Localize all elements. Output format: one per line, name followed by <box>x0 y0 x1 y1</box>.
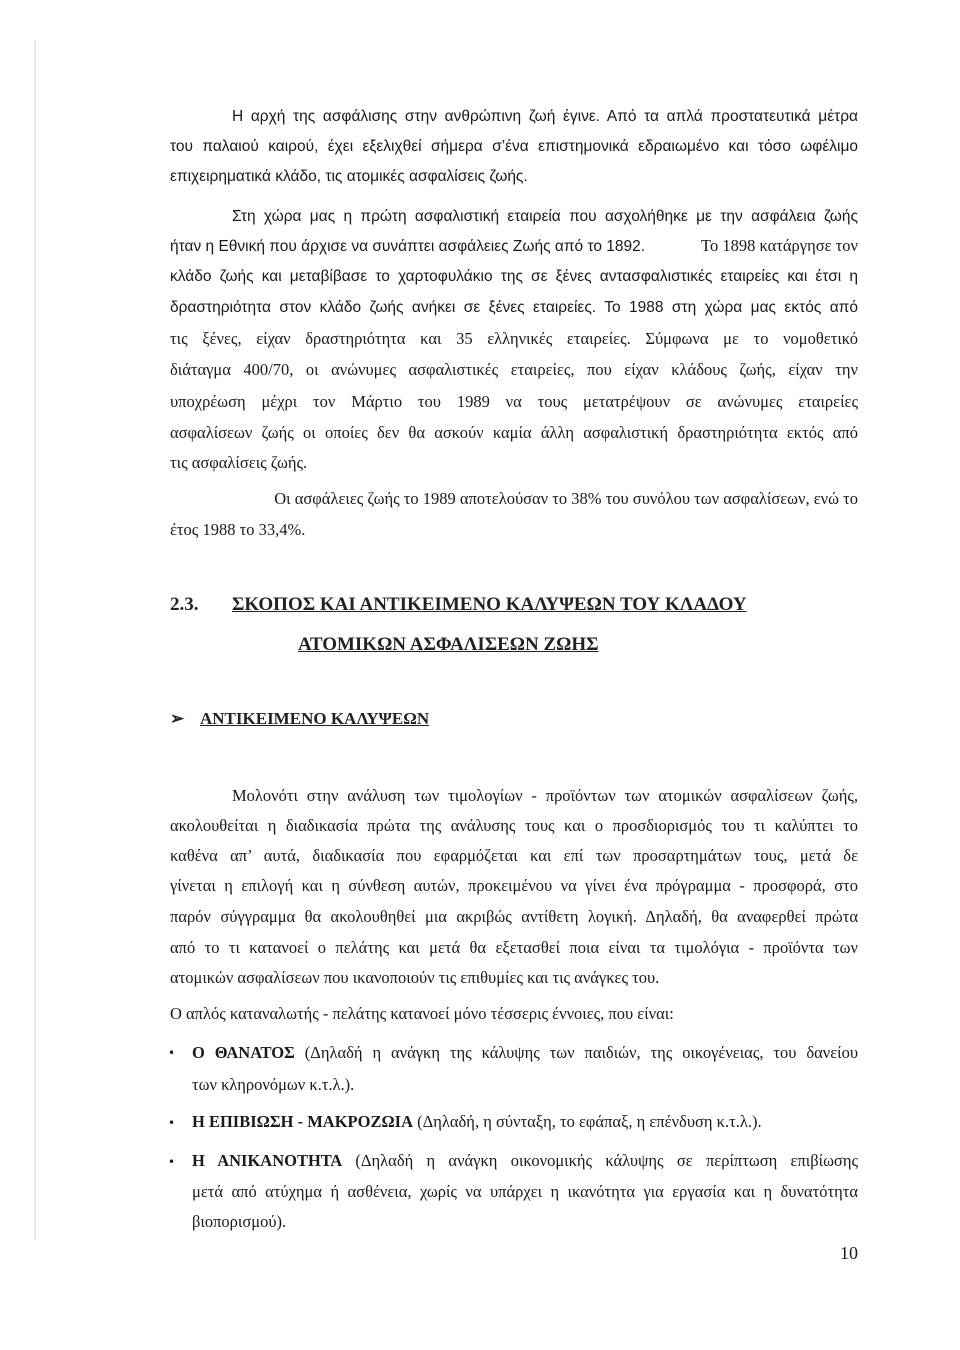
p4-line-5: παρόν σύγγραμμα θα ακολουθηθεί μια ακριβώς αντίθετη λογική. Δηλαδή, θα αναφερθεί πρώτα <box>170 907 858 926</box>
p2-line-7: υποχρέωση μέχρι τον Μάρτιο του 1989 να τους μετατρέψουν σε ανώνυμες εταιρείες <box>170 392 858 411</box>
scan-edge-shadow <box>34 40 37 1240</box>
bullet-3-icon: • <box>168 1155 176 1169</box>
section-title-line-2: ΑΤΟΜΙΚΩΝ ΑΣΦΑΛΙΣΕΩΝ ΖΩΗΣ <box>298 634 599 655</box>
bullet-1-text-1: (Δηλαδή η ανάγκη της κάλυψης των παιδιών, της οικογένειας, του δανείου <box>294 1043 858 1062</box>
bullet-2-icon: • <box>168 1116 176 1130</box>
bullet-2-text-1: (Δηλαδή, η σύνταξη, το εφάπαξ, η επένδυση κ.τ.λ.). <box>413 1112 762 1131</box>
p2-line-2-tail: Το 1898 κατάργησε τον <box>701 236 858 255</box>
p4-line-3: καθένα απ’ αυτά, διαδικασία που εφαρμόζεται και επί των προσαρτημάτων τους, μετά δε <box>170 846 858 865</box>
section-number: 2.3. <box>170 594 199 615</box>
p2-line-2: ήταν η Εθνική που άρχισε να συνάπτει ασφάλειες Ζωής από το 1892. <box>170 238 646 255</box>
bullet-1-bold: Ο ΘΑΝΑΤΟΣ <box>192 1043 295 1062</box>
p3-line-1: Οι ασφάλειες ζωής το 1989 αποτελούσαν το 38% του συνόλου των ασφαλίσεων, ενώ το <box>274 489 858 508</box>
p4-line-1: Μολονότι στην ανάλυση των τιμολογίων - προϊόντων των ατομικών ασφαλίσεων ζωής, <box>232 786 858 805</box>
bullet-1-line-2: των κληρονόμων κ.τ.λ.). <box>192 1075 355 1094</box>
bullet-3-line-2: μετά από ατύχημα ή ασθένεια, χωρίς να υπάρχει η ικανότητα για εργασία και η δυνατότητα <box>192 1182 858 1201</box>
bullet-3-bold: Η ΑΝΙΚΑΝΟΤΗΤΑ <box>192 1151 343 1170</box>
p4-line-7: ατομικών ασφαλίσεων που ικανοποιούν τις επιθυμίες και τις ανάγκες του. <box>170 968 660 987</box>
p1-line-2: του παλαιού καιρού, έχει εξελιχθεί σήμερα σ’ένα επιστημονικά εδραιωμένο και τόσο ωφέλιμο <box>170 138 858 155</box>
p2-line-9: τις ασφαλίσεις ζωής. <box>170 453 308 472</box>
page-number: 10 <box>840 1243 858 1263</box>
p2-line-8: ασφαλίσεων ζωής οι οποίες δεν θα ασκούν καμία άλλη ασφαλιστική δραστηριότητα εκτός από <box>170 423 858 442</box>
p4-line-4: γίνεται η επιλογή και η σύνθεση αυτών, προκειμένου να γίνει ένα πρόγραμμα - προσφορά, στο <box>170 876 858 895</box>
p2-line-6: διάταγμα 400/70, οι ανώνυμες ασφαλιστικές εταιρείες, που είχαν κλάδους ζωής, είχαν την <box>170 360 858 379</box>
bullet-3-line-3: βιοπορισμού). <box>192 1212 287 1231</box>
p4-line-2: ακολουθείται η διαδικασία πρώτα της ανάλυσης τους και ο προσδιορισμός του τι καλύπτει το <box>170 816 858 835</box>
bullet-2-line-1 <box>192 1112 858 1132</box>
p2-line-1: Στη χώρα μας η πρώτη ασφαλιστική εταιρεία που ασχολήθηκε με την ασφάλεια ζωής <box>232 208 858 225</box>
p5-line: Ο απλός καταναλωτής - πελάτης κατανοεί μόνο τέσσερις έννοιες, που είναι: <box>170 1004 674 1023</box>
p2-line-5: τις ξένες, είχαν δραστηριότητα και 35 ελληνικές εταιρείες. Σύμφωνα με το νομοθετικό <box>170 329 858 348</box>
section-title-line-1: ΣΚΟΠΟΣ ΚΑΙ ΑΝΤΙΚΕΙΜΕΝΟ ΚΑΛΥΨΕΩΝ ΤΟΥ ΚΛΑΔΟΥ <box>232 594 747 615</box>
bullet-2-bold: Η ΕΠΙΒΙΩΣΗ - ΜΑΚΡΟΖΩΙΑ <box>192 1112 414 1131</box>
p1-line-3: επιχειρηματικά κλάδο, τις ατομικές ασφαλίσεις ζωής. <box>170 168 528 185</box>
bullet-3-text-1: (Δηλαδή η ανάγκη οικονομικής κάλυψης σε περίπτωση επιβίωσης <box>342 1151 858 1170</box>
subsection-title: ΑΝΤΙΚΕΙΜΕΝΟ ΚΑΛΥΨΕΩΝ <box>200 709 430 728</box>
subsection-marker-icon: ➢ <box>170 709 185 728</box>
bullet-3-line-1 <box>192 1151 858 1171</box>
p3-line-2: έτος 1988 το 33,4%. <box>170 520 306 539</box>
p2-line-4: δραστηριότητα στον κλάδο ζωής ανήκει σε ξένες εταιρείες. Το 1988 στη χώρα μας εκτός από <box>170 299 858 316</box>
p1-line-1: Η αρχή της ασφάλισης στην ανθρώπινη ζωή έγινε. Από τα απλά προστατευτικά μέτρα <box>232 108 858 125</box>
p2-line-3: κλάδο ζωής και μεταβίβασε το χαρτοφυλάκιο της σε ξένες αντασφαλιστικές εταιρείες και έτσι η <box>170 268 858 285</box>
p4-line-6: από το τι κατανοεί ο πελάτης και μετά θα εξετασθεί ποια είναι τα τιμολόγια - προϊόντα των <box>170 938 858 957</box>
bullet-1-line-1 <box>192 1043 858 1063</box>
bullet-1-icon: • <box>168 1046 176 1060</box>
